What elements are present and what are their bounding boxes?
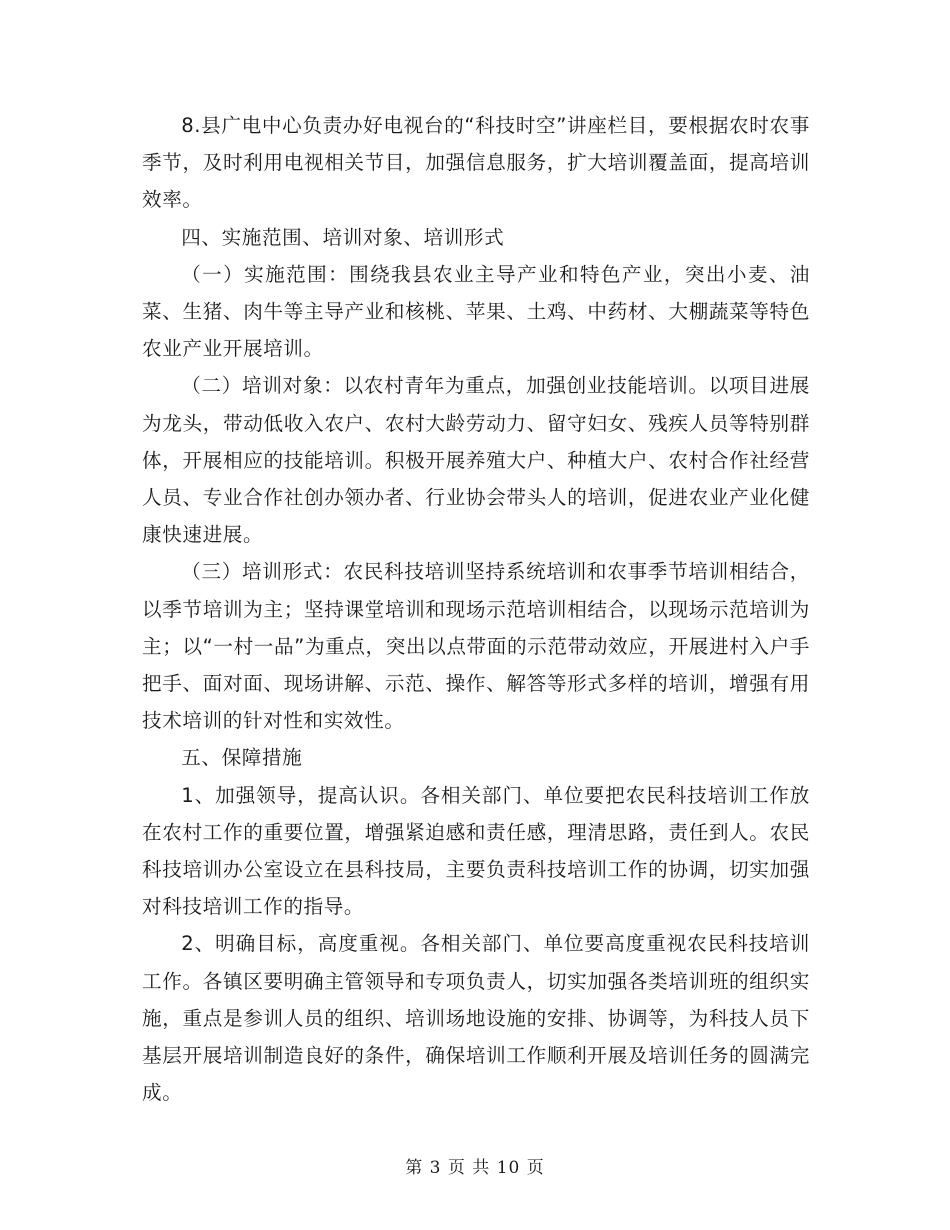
document-body [142, 107, 810, 1111]
paragraph-implementation-scope: （一）实施范围：围绕我县农业主导产业和特色产业，突出小麦、油菜、生猪、肉牛等主导产业和核桃、苹果、土鸡、中药材、大棚蔬菜等特色农业产业开展培训。 [142, 262, 810, 361]
paragraph-leadership: 1、加强领导，提高认识。各相关部门、单位要把农民科技培训工作放在农村工作的重要位置，增强紧迫感和责任感，理清思路，责任到人。农民科技培训办公室设立在县科技局，主要负责科技培训工作的协调，切实加强对科技培训工作的指导。 [142, 783, 810, 919]
paragraph-training-targets: （二）培训对象：以农村青年为重点，加强创业技能培训。以项目进展为龙头，带动低收入农户、农村大龄劳动力、留守妇女、残疾人员等特别群体，开展相应的技能培训。积极开展养殖大户、种植大户、农村合作社经营人员、专业合作社创办领办者、行业协会带头人的培训，促进农业产业化健康快速进展。 [142, 374, 810, 547]
paragraph-goals: 2、明确目标，高度重视。各相关部门、单位要高度重视农民科技培训工作。各镇区要明确主管领导和专项负责人，切实加强各类培训班的组织实施，重点是参训人员的组织、培训场地设施的安排、协调等，为科技人员下基层开展培训制造良好的条件，确保培训工作顺利开展及培训任务的圆满完成。 [142, 932, 810, 1105]
page-number-footer: 第 3 页 共 10 页 [405, 1158, 545, 1178]
section-heading-measures: 五、保障措施 [181, 746, 303, 770]
section-heading-scope: 四、实施范围、培训对象、培训形式 [181, 225, 505, 249]
paragraph-training-forms: （三）培训形式：农民科技培训坚持系统培训和农事季节培训相结合，以季节培训为主；坚持课堂培训和现场示范培训相结合，以现场示范培训为主；以“一村一品”为重点，突出以点带面的示范带动效应，开展进村入户手把手、面对面、现场讲解、示范、操作、解答等形式多样的培训，增强有用技术培训的针对性和实效性。 [142, 560, 810, 733]
paragraph-broadcast-center: 8.县广电中心负责办好电视台的“科技时空”讲座栏目，要根据农时农事季节，及时利用电视相关节目，加强信息服务，扩大培训覆盖面，提高培训效率。 [142, 114, 810, 212]
